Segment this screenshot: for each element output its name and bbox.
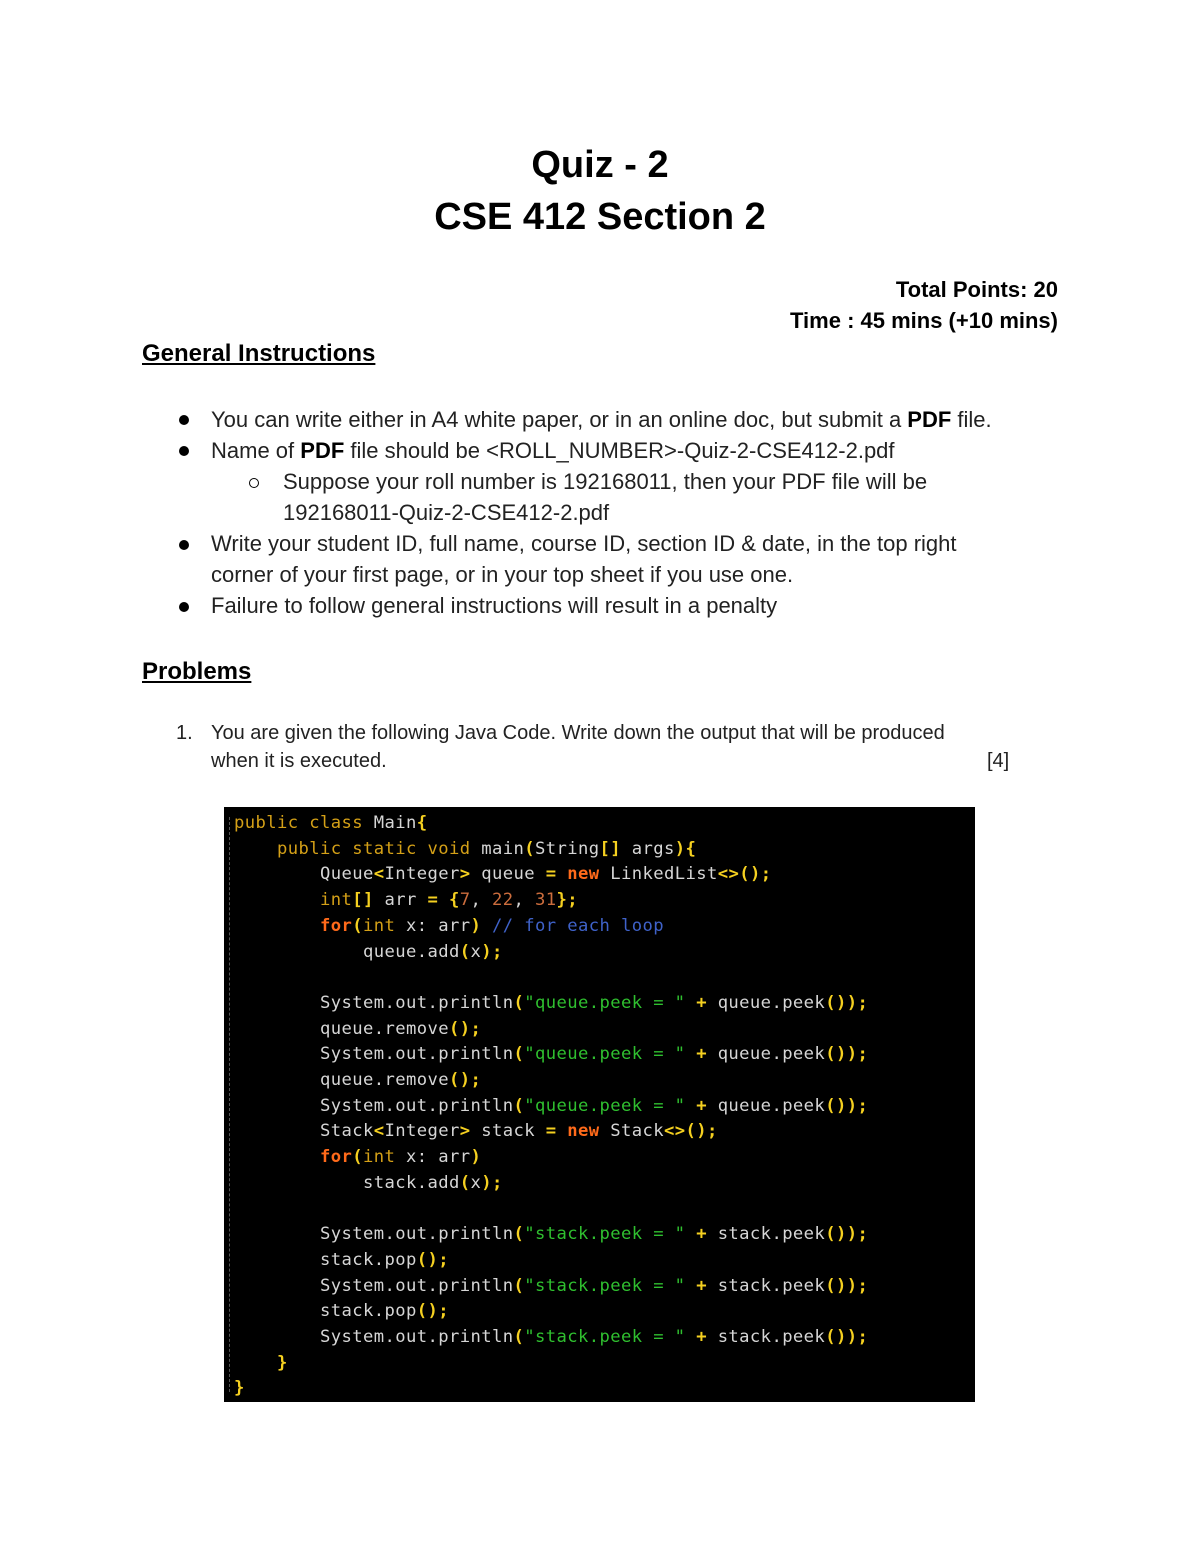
question-text: You are given the following Java Code. Write down the output that will be produced [211,722,945,744]
instruction-item: You can write either in A4 white paper, or in an online doc, but submit a PDF file. [211,407,992,432]
problems-heading: Problems [142,658,252,685]
instruction-item: Write your student ID, full name, course ID, section ID & date, in the top right [211,531,957,556]
bullet-icon [179,446,189,456]
bullet-icon [179,415,189,425]
general-instructions-heading: General Instructions [142,340,376,367]
time-limit: Time : 45 mins (+10 mins) [790,308,1058,333]
instruction-item-continuation: corner of your first page, or in your top sheet if you use one. [211,562,794,587]
total-points: Total Points: 20 [895,277,1058,302]
question-text-continuation: when it is executed. [211,750,387,772]
sub-bullet-icon [249,478,259,488]
course-section-title: CSE 412 Section 2 [434,196,766,238]
code-fold-guide [229,817,230,1392]
java-code-screenshot [224,807,975,1402]
instruction-subitem-line: Suppose your roll number is 192168011, then your PDF file will be [283,469,928,494]
quiz-title: Quiz - 2 [531,144,669,186]
instruction-subitem-line: 192168011-Quiz-2-CSE412-2.pdf [283,500,610,525]
instruction-item: Name of PDF file should be <ROLL_NUMBER>-Quiz-2-CSE412-2.pdf [211,438,895,463]
bullet-icon [179,602,189,612]
instruction-item: Failure to follow general instructions will result in a penalty [211,593,778,618]
code-block: public class Main{ public static void main(String[] args){ Queue<Integer> queue = new LinkedList<>(); int[] arr = {7, 22, 31}; for(int x: arr) // for each loop queue.add(x); System.out.println("queue.peek = " + queue.peek()); queue.remove(); System.out.println("queue.peek = " + queue.peek()); queue.remove(); System.out.println("queue.peek = " + queue.peek()); Stack<Integer> stack = new Stack<>(); for(int x: arr) stack.add(x); System.out.println("stack.peek = " + stack.peek()); stack.pop(); System.out.println("stack.peek = " + stack.peek()); stack.pop(); System.out.println("stack.peek = " + stack.peek()); } } [234,813,869,1399]
bullet-icon [179,540,189,550]
question-points: [4] [987,750,1010,772]
question-number: 1. [176,722,193,744]
